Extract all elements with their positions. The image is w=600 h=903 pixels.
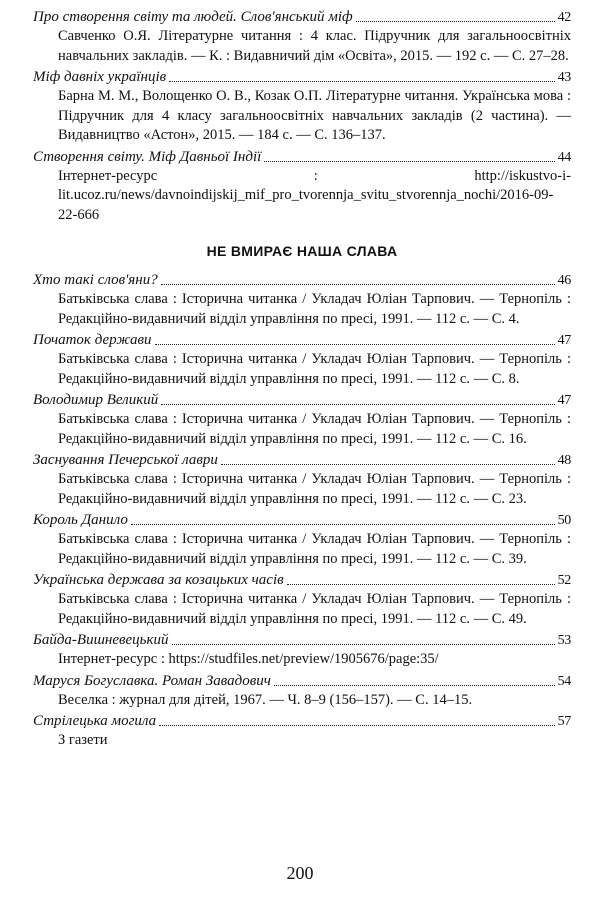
toc-entry-source: Батьківська слава : Історична читанка / Укладач Юліан Тарпович. — Тернопіль : Редакційно-видавничий відділ управління по пресі, 1991. — 112 с. — С. 4.: [58, 291, 571, 327]
toc-entry: [33, 672, 571, 711]
page-number: 200: [286, 863, 314, 883]
toc-entry-source: Інтернет-ресурс : https://studfiles.net/preview/1905676/page:35/: [58, 651, 439, 667]
toc-entry: [33, 631, 571, 670]
dot-leader: [287, 584, 555, 585]
toc-entry-title: Заснування Печерської лаври: [33, 452, 218, 468]
dot-leader: [161, 284, 555, 285]
dot-leader: [221, 464, 555, 465]
toc-entry-header: [33, 511, 571, 530]
toc-entry-header: [33, 631, 571, 650]
toc-entry-header: [33, 331, 571, 350]
toc-entry-header: [33, 148, 571, 167]
toc-entry-title: Король Данило: [33, 512, 128, 528]
toc-entry-title: Початок держави: [33, 332, 152, 348]
toc-entry-page: 52: [557, 573, 571, 588]
toc-entry-page: 57: [557, 714, 571, 729]
toc-entry-title: Українська держава за козацьких часів: [33, 572, 284, 588]
toc-entry-source: Веселка : журнал для дітей, 1967. — Ч. 8–9 (156–157). — С. 14–15.: [58, 691, 473, 708]
toc-entry-page: 44: [557, 149, 571, 165]
dot-leader: [274, 685, 555, 686]
toc-entry-header: [33, 672, 571, 691]
toc-entry: [33, 8, 571, 66]
toc-entry-page: 46: [557, 273, 571, 288]
toc-entry: [33, 331, 571, 389]
dot-leader: [155, 344, 555, 345]
toc-entry-title: Про створення світу та людей. Слов'янський міф: [33, 9, 353, 25]
toc-entry-header: [33, 271, 571, 290]
toc-entry-title: Міф давніх українців: [33, 69, 167, 85]
toc-entry-header: [33, 68, 571, 87]
table-of-contents: [33, 8, 571, 753]
toc-entry: [33, 511, 571, 569]
toc-entry-header: [33, 391, 571, 410]
dot-leader: [264, 161, 554, 162]
toc-entry-title: Створення світу. Міф Давньої Індії: [33, 148, 262, 165]
toc-entry-page: 50: [557, 513, 571, 528]
toc-entry-source: Батьківська слава : Історична читанка / Укладач Юліан Тарпович. — Тернопіль : Редакційно-видавничий відділ управління по пресі, 1991. — 112 с. — С. 23.: [58, 471, 571, 507]
toc-entry-source: З газети: [58, 732, 108, 748]
toc-entry: [33, 391, 571, 449]
dot-leader: [161, 404, 554, 405]
toc-entry-page: 54: [557, 673, 571, 689]
toc-entry-source: Батьківська слава : Історична читанка / Укладач Юліан Тарпович. — Тернопіль : Редакційно-видавничий відділ управління по пресі, 1991. — 112 с. — С. 49.: [58, 591, 571, 627]
toc-entry-title: Байда-Вишневецький: [33, 632, 169, 648]
toc-entry-source: Савченко О.Я. Літературне читання : 4 клас. Підручник для загальноосвітніх навчальних закладів. — К. : Видавничий дім «Освіта», 2015. — 192 с. — С. 27–28.: [58, 28, 571, 64]
toc-entry: [33, 451, 571, 509]
toc-entry-page: 47: [557, 333, 571, 348]
toc-entry-title: Стрілецька могила: [33, 713, 157, 729]
toc-entry: [33, 571, 571, 629]
dot-leader: [159, 725, 554, 726]
dot-leader: [356, 21, 555, 22]
toc-entry-header: [33, 571, 571, 590]
toc-entry-title: Маруся Богуславка. Роман Завадович: [33, 672, 271, 689]
toc-entry-header: [33, 712, 571, 731]
toc-entry: [33, 68, 571, 146]
toc-entry-source: Батьківська слава : Історична читанка / Укладач Юліан Тарпович. — Тернопіль : Редакційно-видавничий відділ управління по пресі, 1991. — 112 с. — С. 39.: [58, 531, 571, 567]
toc-entry: [33, 271, 571, 329]
dot-leader: [169, 81, 554, 82]
toc-entry-source: Батьківська слава : Історична читанка / Укладач Юліан Тарпович. — Тернопіль : Редакційно-видавничий відділ управління по пресі, 1991. — 112 с. — С. 16.: [58, 411, 571, 447]
toc-entry: [33, 712, 571, 751]
toc-entry: [33, 148, 571, 226]
section-heading: НЕ ВМИРАЄ НАША СЛАВА: [206, 243, 398, 259]
toc-entry-header: [33, 8, 571, 27]
toc-entry-header: [33, 451, 571, 470]
toc-entry-source: Барна М. М., Волощенко О. В., Козак О.П. Літературне читання. Українська мова : Підручник для 4 класу загальноосвітніх навчальних закладів (2 частина). — Видавництво «Астон», 2015. — 184 с. — С. 136–137.: [58, 88, 571, 143]
toc-entry-title: Хто такі слов'яни?: [33, 272, 158, 288]
toc-entry-page: 47: [557, 393, 571, 408]
dot-leader: [131, 524, 555, 525]
dot-leader: [172, 644, 555, 645]
toc-entry-source: Інтернет-ресурс : http://iskustvo-i-lit.ucoz.ru/news/davnoindijskij_mif_pro_tvorennja_svitu_stvorennja_nochi/2016-09-22-666: [58, 167, 571, 223]
toc-block-top: [33, 8, 571, 225]
toc-block-section: [33, 271, 571, 751]
toc-entry-page: 48: [557, 453, 571, 468]
toc-entry-source: Батьківська слава : Історична читанка / Укладач Юліан Тарпович. — Тернопіль : Редакційно-видавничий відділ управління по пресі, 1991. — 112 с. — С. 8.: [58, 351, 571, 387]
toc-entry-page: 42: [557, 10, 571, 25]
toc-entry-title: Володимир Великий: [33, 392, 159, 408]
toc-entry-page: 53: [557, 633, 571, 648]
toc-entry-page: 43: [557, 70, 571, 85]
